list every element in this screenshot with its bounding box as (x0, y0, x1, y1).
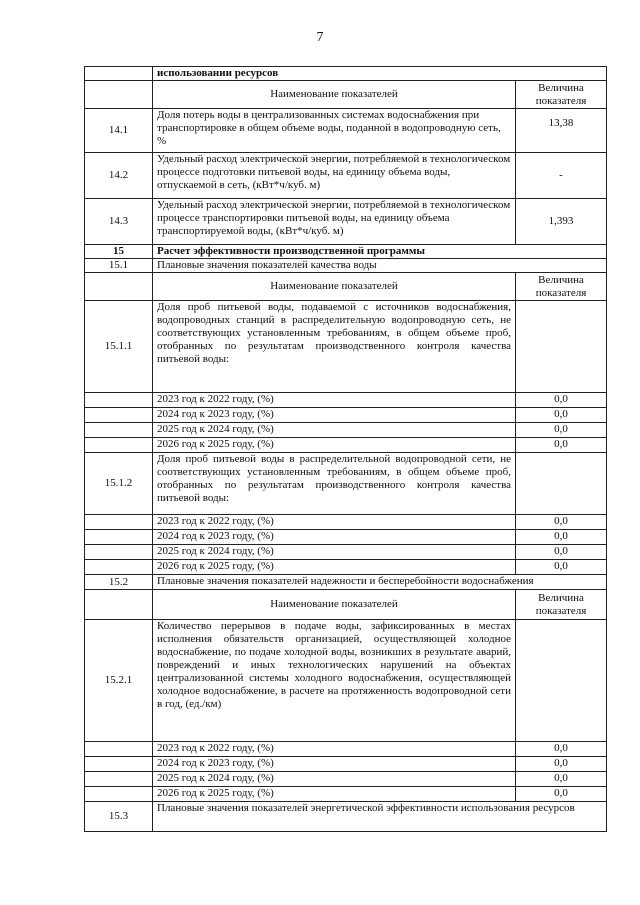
row-value: 13,38 (516, 109, 607, 153)
table-row (85, 153, 607, 199)
header-value: Величина показателя (516, 590, 607, 620)
row-number: 15.1.2 (85, 453, 153, 515)
subsection-number: 15.3 (85, 802, 153, 832)
table-row (85, 620, 607, 742)
section-title: Расчет эффективности производственной программы (153, 245, 607, 259)
year-row (85, 772, 607, 787)
year-row (85, 545, 607, 560)
section-number: 15 (85, 245, 153, 259)
subsection-row (85, 802, 607, 832)
year-row (85, 560, 607, 575)
row-number: 15.2.1 (85, 620, 153, 742)
header-name: Наименование показателей (153, 81, 516, 109)
row-number: 14.3 (85, 199, 153, 245)
year-label: 2024 год к 2023 году, (%) (153, 757, 516, 772)
year-value: 0,0 (516, 423, 607, 438)
num-cell (85, 67, 153, 81)
year-value: 0,0 (516, 560, 607, 575)
table-row (85, 199, 607, 245)
header-value: Величина показателя (516, 81, 607, 109)
year-row (85, 530, 607, 545)
year-row (85, 393, 607, 408)
row-text: Доля потерь воды в централизованных системах водоснабжения при транспортировке в общем объеме воды, поданной в водопроводную сеть, % (153, 109, 516, 153)
year-value: 0,0 (516, 438, 607, 453)
year-value: 0,0 (516, 530, 607, 545)
header-name: Наименование показателей (153, 590, 516, 620)
year-label: 2024 год к 2023 году, (%) (153, 530, 516, 545)
year-label: 2024 год к 2023 году, (%) (153, 408, 516, 423)
indicators-table (84, 66, 607, 832)
year-row (85, 423, 607, 438)
page-number: 7 (316, 30, 324, 45)
year-row (85, 787, 607, 802)
year-label: 2023 год к 2022 году, (%) (153, 393, 516, 408)
year-row (85, 408, 607, 423)
year-value: 0,0 (516, 757, 607, 772)
row-text: Удельный расход электрической энергии, потребляемой в технологическом процессе подготовки питьевой воды, на единицу объема воды, отпускаемой в сеть, (кВт*ч/куб. м) (153, 153, 516, 199)
year-value: 0,0 (516, 772, 607, 787)
year-label: 2025 год к 2024 году, (%) (153, 772, 516, 787)
table-row (85, 301, 607, 393)
section-row (85, 245, 607, 259)
year-label: 2026 год к 2025 году, (%) (153, 560, 516, 575)
row-number: 14.2 (85, 153, 153, 199)
row-number: 15.1.1 (85, 301, 153, 393)
year-value: 0,0 (516, 545, 607, 560)
header-row (85, 81, 607, 109)
year-label: 2023 год к 2022 году, (%) (153, 742, 516, 757)
table-row (85, 67, 607, 81)
year-label: 2023 год к 2022 году, (%) (153, 515, 516, 530)
subsection-row (85, 259, 607, 273)
year-value: 0,0 (516, 742, 607, 757)
subsection-title: Плановые значения показателей качества воды (153, 259, 607, 273)
subsection-number: 15.1 (85, 259, 153, 273)
year-label: 2026 год к 2025 году, (%) (153, 787, 516, 802)
row-text: Удельный расход электрической энергии, потребляемой в технологическом процессе транспортировки питьевой воды, на единицу объема транспортируемой воды, (кВт*ч/куб. м) (153, 199, 516, 245)
row-number: 14.1 (85, 109, 153, 153)
year-row (85, 515, 607, 530)
header-row (85, 590, 607, 620)
row-text: Количество перерывов в подаче воды, зафиксированных в местах исполнения обязательств организацией, осуществляющей холодное водоснабжение, по подаче холодной воды, возникших в результате аварий, повреждений и иных технологических нарушений на объектах централизованной системы холодного водоснабжения, осуществляющей холодное водоснабжение, в расчете на протяженность водопроводной сети в год, (ед./км) (153, 620, 516, 742)
table-row (85, 109, 607, 153)
year-row (85, 742, 607, 757)
header-name: Наименование показателей (153, 273, 516, 301)
header-value: Величина показателя (516, 273, 607, 301)
subsection-title: Плановые значения показателей энергетической эффективности использования ресурсов (153, 802, 607, 832)
year-row (85, 757, 607, 772)
subsection-title: Плановые значения показателей надежности и бесперебойности водоснабжения (153, 575, 607, 590)
row-value: 1,393 (516, 199, 607, 245)
header-row (85, 273, 607, 301)
year-label: 2026 год к 2025 году, (%) (153, 438, 516, 453)
continued-title: использовании ресурсов (153, 67, 607, 81)
row-value: - (516, 153, 607, 199)
year-label: 2025 год к 2024 году, (%) (153, 545, 516, 560)
year-value: 0,0 (516, 515, 607, 530)
subsection-number: 15.2 (85, 575, 153, 590)
year-label: 2025 год к 2024 году, (%) (153, 423, 516, 438)
year-row (85, 438, 607, 453)
year-value: 0,0 (516, 408, 607, 423)
subsection-row (85, 575, 607, 590)
row-text: Доля проб питьевой воды в распределительной водопроводной сети, не соответствующих установленным требованиям, в общем объеме проб, отобранных по результатам производственного контроля качества питьевой воды: (153, 453, 516, 515)
year-value: 0,0 (516, 393, 607, 408)
year-value: 0,0 (516, 787, 607, 802)
row-text: Доля проб питьевой воды, подаваемой с источников водоснабжения, водопроводных станций в распределительную водопроводную сеть, не соответствующих установленным требованиям, в общем объеме проб, отобранных по результатам производственного контроля качества питьевой воды: (153, 301, 516, 393)
table-row (85, 453, 607, 515)
